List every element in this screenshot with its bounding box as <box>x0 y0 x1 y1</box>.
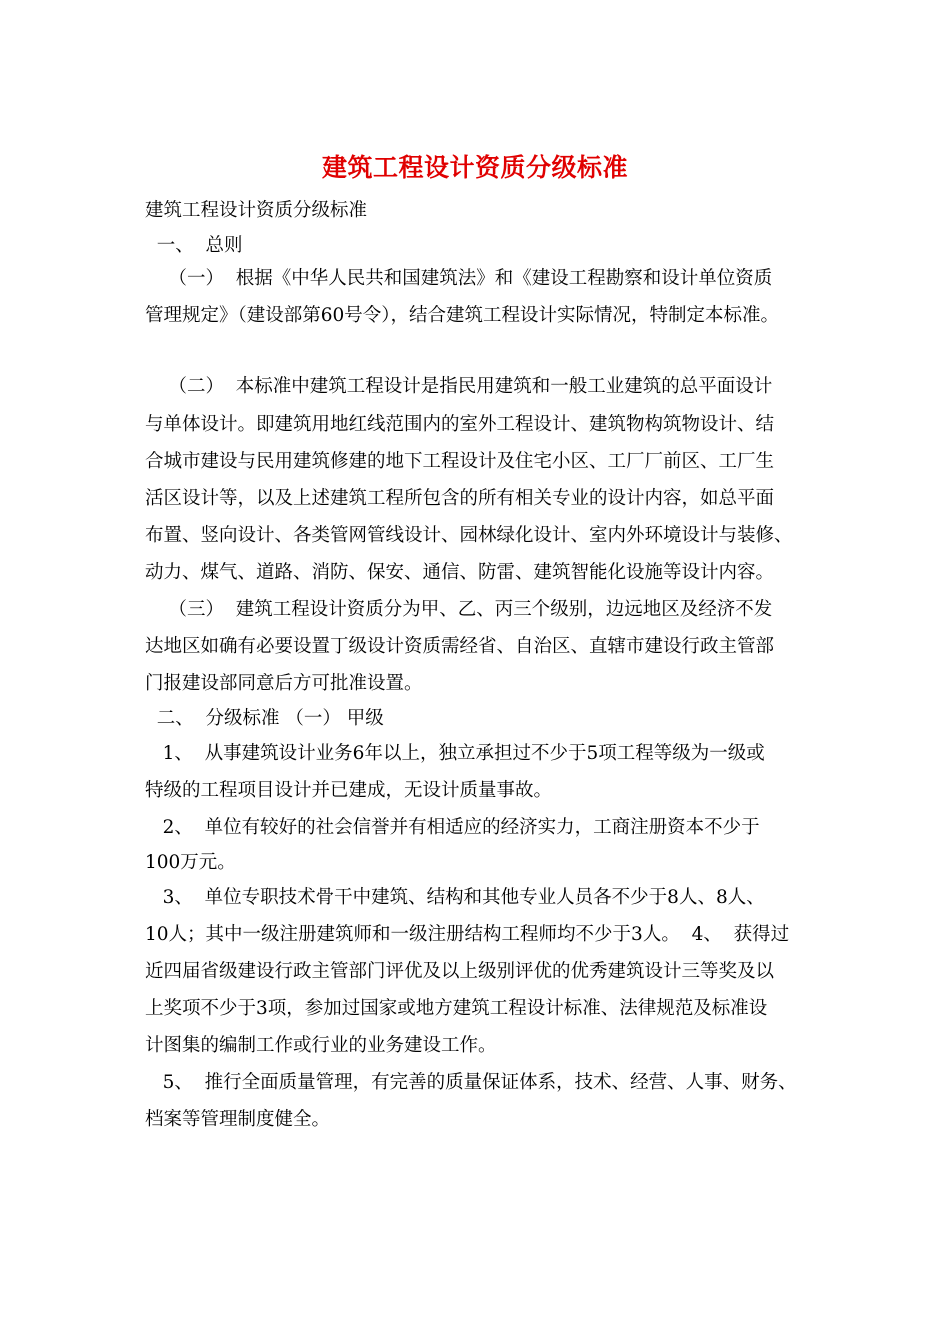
body-line: （三） 建筑工程设计资质分为甲、乙、丙三个级别，边远地区及经济不发 <box>145 599 773 620</box>
body-line: 100万元。 <box>145 852 236 873</box>
body-line: 特级的工程项目设计并已建成，无设计质量事故。 <box>145 780 553 801</box>
body-line: 布置、竖向设计、各类管网管线设计、园林绿化设计、室内外环境设计与装修、 <box>145 525 793 546</box>
document-title: 建筑工程设计资质分级标准 <box>321 153 628 182</box>
body-line: 与单体设计。即建筑用地红线范围内的室外工程设计、建筑物构筑物设计、结 <box>145 414 775 435</box>
body-line: 5、 推行全面质量管理，有完善的质量保证体系，技术、经营、人事、财务、 <box>145 1072 797 1093</box>
body-line: 近四届省级建设行政主管部门评优及以上级别评优的优秀建筑设计三等奖及以 <box>145 961 775 982</box>
body-line: 门报建设部同意后方可批准设置。 <box>145 673 423 694</box>
body-line: 1、 从事建筑设计业务6年以上，独立承担过不少于5项工程等级为一级或 <box>145 743 765 764</box>
body-line: 上奖项不少于3项，参加过国家或地方建筑工程设计标准、法律规范及标准设 <box>145 998 768 1019</box>
body-line: 建筑工程设计资质分级标准 <box>145 200 368 221</box>
body-line: 2、 单位有较好的社会信誉并有相适应的经济实力，工商注册资本不少于 <box>145 817 760 838</box>
body-line: 动力、煤气、道路、消防、保安、通信、防雷、建筑智能化设施等设计内容。 <box>145 562 775 583</box>
body-line: （二） 本标准中建筑工程设计是指民用建筑和一般工业建筑的总平面设计 <box>145 376 773 397</box>
body-line: 合城市建设与民用建筑修建的地下工程设计及住宅小区、工厂厂前区、工厂生 <box>145 451 775 472</box>
body-line: 3、 单位专职技术骨干中建筑、结构和其他专业人员各不少于8人、8人、 <box>145 887 765 908</box>
body-line: 计图集的编制工作或行业的业务建设工作。 <box>145 1035 497 1056</box>
body-line: （一） 根据《中华人民共和国建筑法》和《建设工程勘察和设计单位资质 <box>145 268 773 289</box>
body-line: 活区设计等，以及上述建筑工程所包含的所有相关专业的设计内容，如总平面 <box>145 488 775 509</box>
body-line: 档案等管理制度健全。 <box>145 1109 331 1130</box>
body-line: 管理规定》（建设部第60号令），结合建筑工程设计实际情况，特制定本标准。 <box>145 305 780 326</box>
body-line: 10人；其中一级注册建筑师和一级注册结构工程师均不少于3人。 4、 获得过 <box>145 924 790 945</box>
section-heading: 一、 总则 <box>145 235 243 256</box>
section-heading: 二、 分级标准 （一） 甲级 <box>145 708 384 729</box>
body-line: 达地区如确有必要设置丁级设计资质需经省、自治区、直辖市建设行政主管部 <box>145 636 775 657</box>
